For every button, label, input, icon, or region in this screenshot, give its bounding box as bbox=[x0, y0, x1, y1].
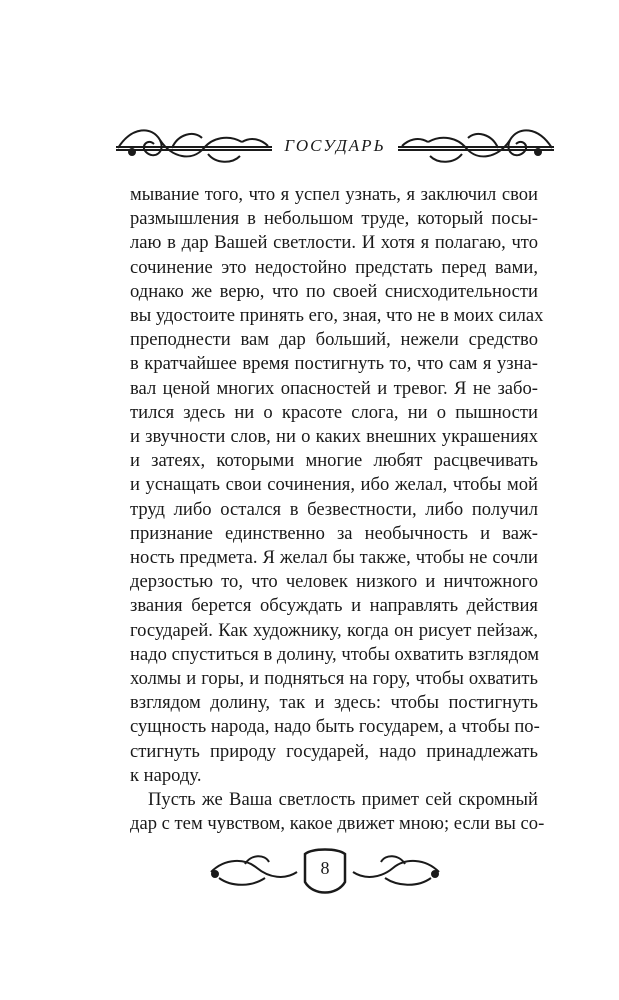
text-line: Пусть же Ваша светлость примет сей скромный bbox=[148, 789, 538, 811]
text-line: однако же верю, что по своей снисходительности bbox=[130, 280, 538, 302]
text-line: холмы и горы, и подняться на гору, чтобы охватить bbox=[130, 668, 538, 690]
text-line: и уснащать свои сочинения, ибо желал, чтобы мой bbox=[130, 474, 538, 496]
text-line: взглядом долину, так и здесь: чтобы постигнуть bbox=[130, 692, 538, 714]
text-line: тился здесь ни о красоте слога, ни о пышности bbox=[130, 401, 538, 423]
text-line: размышления в небольшом труде, который посы- bbox=[130, 208, 538, 230]
text-line: звания берется обсуждать и направлять действия bbox=[130, 595, 538, 617]
text-line: стигнуть природу государей, надо принадлежать bbox=[130, 740, 538, 762]
body-text bbox=[130, 183, 545, 836]
text-line: ность предмета. Я желал бы также, чтобы не сочли bbox=[130, 547, 538, 569]
text-line: признание единственно за необычность и важ- bbox=[130, 522, 538, 544]
text-line: лаю в дар Вашей светлости. И хотя я полагаю, что bbox=[130, 232, 538, 254]
text-line: сочинение это недостойно предстать перед вами, bbox=[130, 256, 538, 278]
text-line: и звучности слов, ни о каких внешних украшениях bbox=[130, 426, 538, 448]
text-line: вы удостоите принять его, зная, что не в моих силах bbox=[130, 305, 544, 327]
text-line: дар с тем чувством, какое движет мною; если вы со- bbox=[130, 813, 545, 835]
page-footer bbox=[205, 844, 445, 904]
text-line: государей. Как художнику, когда он рисует пейзаж, bbox=[130, 619, 538, 641]
running-header bbox=[112, 118, 558, 178]
text-line: преподнести вам дар больший, нежели средство bbox=[130, 329, 538, 351]
text-line: надо спуститься в долину, чтобы охватить взглядом bbox=[130, 643, 540, 665]
page-number: 8 bbox=[320, 858, 330, 878]
text-line: и затеях, которыми многие любят расцвечивать bbox=[130, 450, 538, 472]
text-line: сущность народа, надо быть государем, а чтобы по- bbox=[130, 716, 540, 738]
text-line: труд либо остался в безвестности, либо получил bbox=[130, 498, 538, 520]
running-title: ГОСУДАРЬ bbox=[284, 136, 386, 155]
text-line: дерзостью то, что человек низкого и ничтожного bbox=[130, 571, 538, 593]
text-line: в кратчайшее время постигнуть то, что сам я узна- bbox=[130, 353, 538, 375]
text-line: к народу. bbox=[130, 764, 202, 786]
text-line: мывание того, что я успел узнать, я заключил свои bbox=[130, 184, 538, 205]
text-line: вал ценой многих опасностей и тревог. Я не забо- bbox=[130, 377, 538, 399]
